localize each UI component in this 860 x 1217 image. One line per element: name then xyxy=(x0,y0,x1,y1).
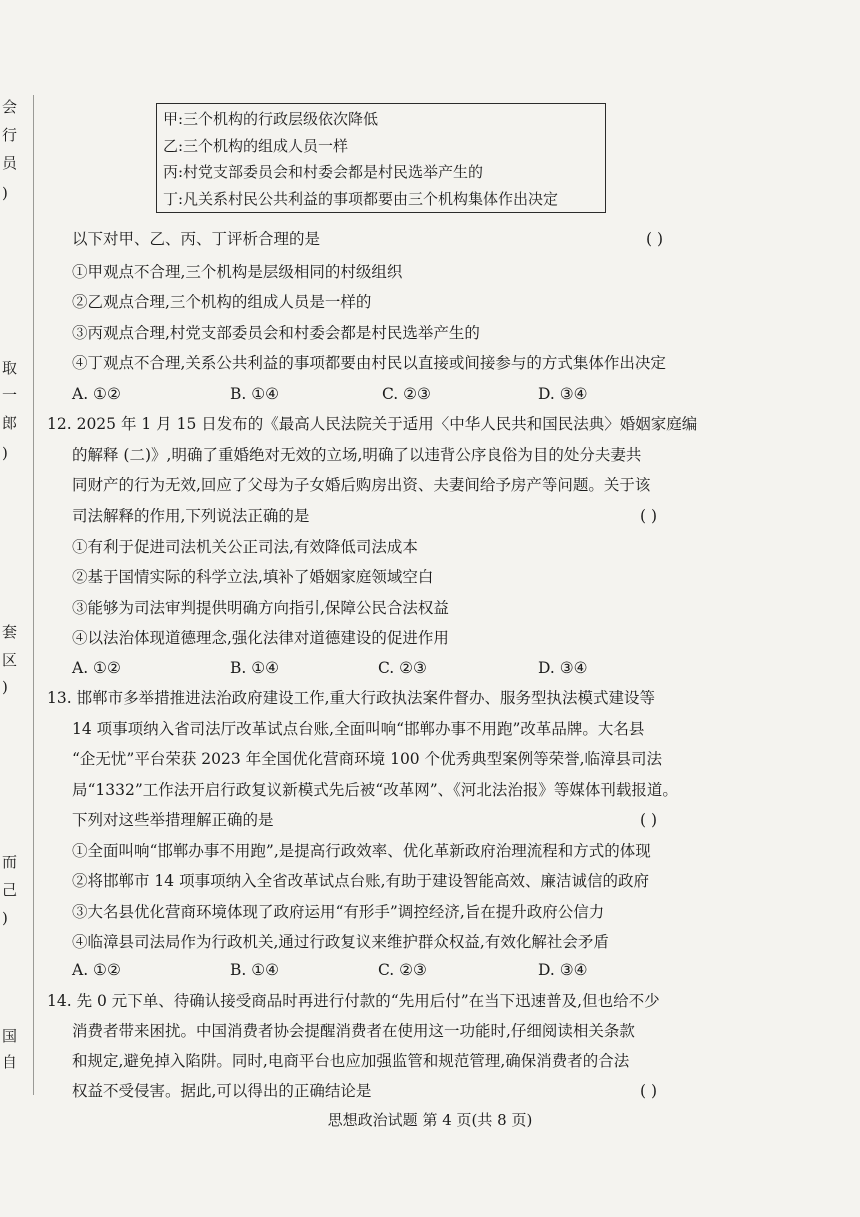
q12-statement-4: ④以法治体现道德理念,强化法律对道德建设的促进作用 xyxy=(72,629,449,647)
q13-line-2: 14 项事项纳入省司法厅改革试点台账,全面叫响“邯郸办事不用跑”改革品牌。大名县 xyxy=(72,720,645,738)
q12-option-b: B. ①④ xyxy=(230,659,280,677)
q12-line-1: 12. 2025 年 1 月 15 日发布的《最高人民法院关于适用〈中华人民共和国民法典〉婚姻家庭编 xyxy=(47,415,698,433)
margin-fragment-6: 郎 xyxy=(2,414,18,432)
q11-stem: 以下对甲、乙、丙、丁评析合理的是 xyxy=(72,230,321,248)
q14-answer-blank: ( ) xyxy=(640,1082,658,1100)
q13-option-a: A. ①② xyxy=(72,961,121,979)
q13-option-c: C. ②③ xyxy=(378,961,427,979)
margin-fragment-7: ) xyxy=(2,444,8,462)
q12-option-d: D. ③④ xyxy=(538,659,588,677)
page-footer: 思想政治试题 第 4 页(共 8 页) xyxy=(327,1111,533,1129)
q12-statement-1: ①有利于促进司法机关公正司法,有效降低司法成本 xyxy=(72,538,418,556)
q12-answer-blank: ( ) xyxy=(640,507,658,525)
q13-option-b: B. ①④ xyxy=(230,961,280,979)
q11-statement-1: ①甲观点不合理,三个机构是层级相同的村级组织 xyxy=(72,263,403,281)
q14-line-3: 和规定,避免掉入陷阱。同时,电商平台也应加强监管和规范管理,确保消费者的合法 xyxy=(72,1052,630,1070)
q11-option-d: D. ③④ xyxy=(538,385,588,403)
q13-line-3: “企无忧”平台荣获 2023 年全国优化营商环境 100 个优秀典型案例等荣誉,临漳县司法 xyxy=(72,750,663,768)
margin-fragment-11: 而 xyxy=(2,853,18,871)
margin-fragment-10: ) xyxy=(2,678,8,696)
q12-statement-3: ③能够为司法审判提供明确方向指引,保障公民合法权益 xyxy=(72,599,449,617)
opinion-bing: 丙:村党支部委员会和村委会都是村民选举产生的 xyxy=(163,163,484,181)
q12-option-c: C. ②③ xyxy=(378,659,427,677)
margin-fragment-4: 取 xyxy=(2,359,18,377)
q13-statement-1: ①全面叫响“邯郸办事不用跑”,是提高行政效率、优化革新政府治理流程和方式的体现 xyxy=(72,842,651,860)
q13-option-d: D. ③④ xyxy=(538,961,588,979)
q12-line-4: 司法解释的作用,下列说法正确的是 xyxy=(72,507,310,525)
margin-fragment-13: ) xyxy=(2,909,8,927)
q12-option-a: A. ①② xyxy=(72,659,121,677)
q13-statement-2: ②将邯郸市 14 项事项纳入全省改革试点台账,有助于建设智能高效、廉洁诚信的政府 xyxy=(72,872,650,890)
q13-line-5: 下列对这些举措理解正确的是 xyxy=(72,811,274,829)
opinion-yi: 乙:三个机构的组成人员一样 xyxy=(163,136,349,155)
margin-fragment-2: 员 xyxy=(2,154,18,172)
q11-option-a: A. ①② xyxy=(72,385,121,403)
margin-fragment-14: 国 xyxy=(2,1027,18,1045)
q13-answer-blank: ( ) xyxy=(640,811,658,829)
margin-fragment-9: 区 xyxy=(2,651,18,669)
margin-fragment-5: 一 xyxy=(2,386,18,404)
q13-line-1: 13. 邯郸市多举措推进法治政府建设工作,重大行政执法案件督办、服务型执法模式建设等 xyxy=(47,689,656,707)
q14-line-2: 消费者带来困扰。中国消费者协会提醒消费者在使用这一功能时,仔细阅读相关条款 xyxy=(72,1022,635,1040)
q11-option-b: B. ①④ xyxy=(230,385,280,403)
q13-line-4: 局“1332”工作法开启行政复议新模式先后被“改革网”、《河北法治报》等媒体刊载报道。 xyxy=(72,781,678,799)
margin-fragment-12: 己 xyxy=(2,881,18,899)
margin-fragment-3: ) xyxy=(2,184,8,202)
margin-fragment-15: 自 xyxy=(2,1053,18,1071)
q14-line-4: 权益不受侵害。据此,可以得出的正确结论是 xyxy=(72,1082,372,1100)
q11-option-c: C. ②③ xyxy=(382,385,431,403)
margin-fragment-0: 会 xyxy=(2,98,18,116)
q13-statement-4: ④临漳县司法局作为行政机关,通过行政复议来维护群众权益,有效化解社会矛盾 xyxy=(72,933,609,951)
q11-statement-3: ③丙观点合理,村党支部委员会和村委会都是村民选举产生的 xyxy=(72,324,480,342)
q12-line-3: 同财产的行为无效,回应了父母为子女婚后购房出资、夫妻间给予房产等问题。关于该 xyxy=(72,476,651,494)
q11-statement-4: ④丁观点不合理,关系公共利益的事项都要由村民以直接或间接参与的方式集体作出决定 xyxy=(72,354,666,372)
margin-fragment-1: 行 xyxy=(2,126,18,144)
q11-statement-2: ②乙观点合理,三个机构的组成人员是一样的 xyxy=(72,293,372,311)
opinion-box xyxy=(156,103,606,213)
binding-margin-line xyxy=(33,95,34,1095)
q14-line-1: 14. 先 0 元下单、待确认接受商品时再进行付款的“先用后付”在当下迅速普及,但也给不少 xyxy=(47,992,660,1010)
opinion-jia: 甲:三个机构的行政层级依次降低 xyxy=(163,110,379,128)
q13-statement-3: ③大名县优化营商环境体现了政府运用“有形手”调控经济,旨在提升政府公信力 xyxy=(72,903,605,921)
opinion-ding: 丁:凡关系村民公共利益的事项都要由三个机构集体作出决定 xyxy=(163,189,559,208)
q11-answer-blank: ( ) xyxy=(646,230,664,248)
q12-statement-2: ②基于国情实际的科学立法,填补了婚姻家庭领域空白 xyxy=(72,568,434,586)
margin-fragment-8: 套 xyxy=(2,623,18,641)
q12-line-2: 的解释 (二)》,明确了重婚绝对无效的立场,明确了以违背公序良俗为目的处分夫妻共 xyxy=(72,446,642,464)
